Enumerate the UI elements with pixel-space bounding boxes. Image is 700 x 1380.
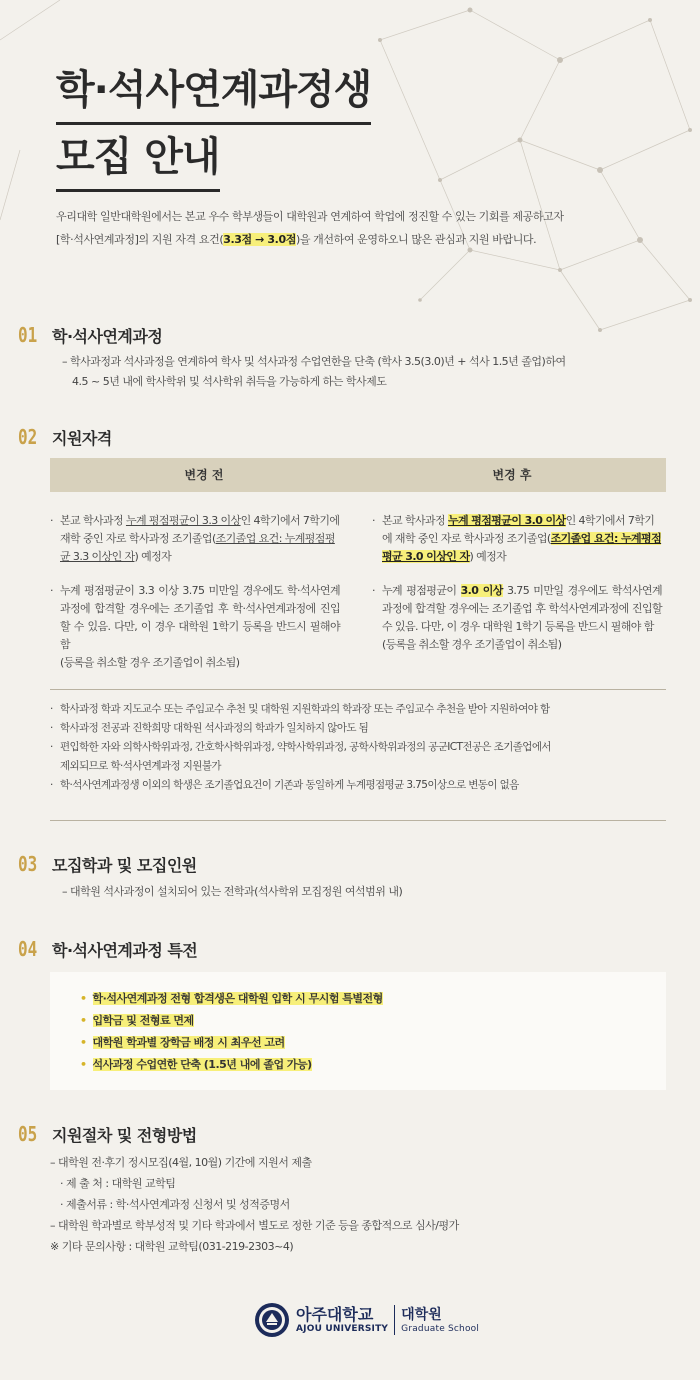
after-header: 변경 후 [492,468,532,482]
eligibility-notes [50,700,670,795]
highlighted-text: 누계 평점평균이 3.0 이상 [447,514,566,527]
evaluation-line: – 대학원 학과별로 학부성적 및 기타 학과에서 별도로 정한 기준 등을 종합적으로 심사/평가 [50,1219,459,1232]
section-title: 지원자격 [52,429,112,448]
brand-english: AJOU UNIVERSITY [296,1324,389,1334]
underlined-text: 누계 평점평균이 3.3 이상 [125,514,241,527]
text: ) 예정자 [469,550,507,563]
highlighted-text: 3.0 이상 [460,584,503,597]
text: 인 4학기에서 7학기에 재학 중인 자로 학사과정 조기졸업( [382,514,655,545]
school-english: Graduate School [401,1324,480,1334]
section-number: 03 [18,852,38,876]
divider [50,689,666,690]
note-text: (등록을 취소할 경우 조기졸업이 취소됨) [60,656,240,669]
section-01-heading [18,323,162,347]
note-text: (등록을 취소할 경우 조기졸업이 취소됨) [382,638,562,651]
divider [50,820,666,821]
benefit-text: 학·석사연계과정 전형 합격생은 대학원 입학 시 무시험 특별전형 [92,992,383,1005]
text: 본교 학사과정 [382,514,448,527]
highlighted-text: 조기졸업 요건: 누계평점평균 3.0 이상인 자 [382,532,662,563]
benefit-text: 입학금 및 전형료 면제 [92,1014,194,1027]
underlined-text: 조기졸업 요건: 누계평점평균 3.3 이상인 자 [60,532,335,563]
intro-line2-pre: [학·석사연계과정]의 지원 자격 요건( [56,233,224,246]
section-03-heading [18,852,197,876]
section-number: 01 [18,323,38,347]
page-title-line1: 학·석사연계과정생 [56,58,371,125]
before-column [50,512,340,688]
section-04-heading [18,937,197,961]
school-korean: 대학원 [401,1307,442,1323]
benefit-text: 대학원 학과별 장학금 배정 시 최우선 고려 [92,1036,285,1049]
university-logo [254,1302,479,1338]
intro-line1: 우리대학 일반대학원에서는 본교 우수 학부생들이 대학원과 연계하여 학업에 정진할 수 있는 기회를 제공하고자 [56,210,564,223]
section-05-body [50,1152,660,1257]
text: 본교 학사과정 [60,514,126,527]
section-01-line2: 4.5 ~ 5년 내에 학사학위 및 석사학위 취득을 가능하게 하는 학사제도 [72,375,387,388]
benefit-item: • 석사과정 수업연한 단축 (1.5년 내에 졸업 가능) [80,1058,312,1071]
note-item: · 학사과정 학과 지도교수 또는 주임교수 추천 및 대학원 지원학과의 학과장 또는 주임교수 추천을 받아 지원하여야 함 [50,700,670,719]
section-title: 학·석사연계과정 [52,327,163,346]
text: ) 예정자 [134,550,172,563]
text: 인 4학기에서 7학기에 재학 중인 자로 학사과정 조기졸업( [60,514,340,545]
section-title: 지원절차 및 전형방법 [52,1126,197,1145]
after-item-2 [372,582,662,654]
intro-line2 [56,228,656,251]
text: 누계 평점평균이 3.3 이상 3.75 미만일 경우에도 학·석사연계과정에 합격할 경우에는 조기졸업 후 학·석사연계과정에 진입할 수 있음. 다만, 이 경우 대학원 1학기 등록을 반드시 필해야 함 [60,584,340,651]
before-item-2 [50,582,340,672]
benefit-item: • 입학금 및 전형료 면제 [80,1014,194,1027]
text: 누계 평점평균이 [382,584,461,597]
page-title-line2: 모집 안내 [56,125,220,192]
submission-place: · 제 출 처 : 대학원 교학팀 [60,1177,176,1190]
section-02-heading [18,425,112,449]
note-item-continued: 제외되므로 학·석사연계과정 지원불가 [60,760,221,772]
section-01-line1: – 학사과정과 석사과정을 연계하여 학사 및 석사과정 수업연한을 단축 (학사 3.5(3.0)년 + 석사 1.5년 졸업)하여 [62,355,566,368]
intro-line2-post: )을 개선하여 운영하오니 많은 관심과 지원 바랍니다. [295,233,537,246]
section-title: 학·석사연계과정 특전 [52,941,198,960]
note-item: · 편입학한 자와 의학사학위과정, 간호학사학위과정, 약학사학위과정, 공학사학위과정의 공군ICT전공은 조기졸업에서 [50,738,670,757]
page-title [56,58,371,192]
section-number: 02 [18,425,38,449]
benefit-text: 석사과정 수업연한 단축 (1.5년 내에 졸업 가능) [92,1058,312,1071]
after-column [372,512,662,670]
before-header: 변경 전 [184,468,224,482]
after-item-1 [372,512,662,566]
section-01-body [62,352,662,392]
submission-documents: · 제출서류 : 학·석사연계과정 신청서 및 성적증명서 [60,1198,290,1211]
section-03-body: – 대학원 석사과정이 설치되어 있는 전학과(석사학위 모집정원 여석범위 내) [62,885,403,898]
note-item: · 학·석사연계과정생 이외의 학생은 조기졸업요건이 기존과 동일하게 누계평점평균 3.75이상으로 변동이 없음 [50,776,670,795]
before-item-1 [50,512,340,566]
intro-text [56,205,656,251]
section-title: 모집학과 및 모집인원 [52,856,197,875]
comparison-table-header [50,458,666,492]
contact-info: ※ 기타 문의사항 : 대학원 교학팀(031-219-2303~4) [50,1240,294,1253]
brand-divider [394,1305,395,1335]
procedure-line: – 대학원 전·후기 정시모집(4월, 10월) 기간에 지원서 제출 [50,1156,312,1169]
university-seal-icon [254,1302,290,1338]
section-05-heading [18,1122,197,1146]
note-item: · 학사과정 전공과 진학희망 대학원 석사과정의 학과가 일치하지 않아도 됨 [50,719,670,738]
benefit-item: • 대학원 학과별 장학금 배정 시 최우선 고려 [80,1036,285,1049]
intro-highlight: 3.3점 → 3.0점 [223,233,296,246]
brand-korean: 아주대학교 [296,1305,374,1324]
benefits-box [50,972,666,1090]
section-number: 05 [18,1122,38,1146]
text: 3.75 미만일 경우에도 학석사연계과정에 합격할 경우에는 조기졸업 후 학석사연계과정에 진입할 수 있음. 다만, 이 경우 대학원 1학기 등록을 반드시 필해야 함 [382,584,662,633]
benefit-item: • 학·석사연계과정 전형 합격생은 대학원 입학 시 무시험 특별전형 [80,992,383,1005]
section-number: 04 [18,937,38,961]
